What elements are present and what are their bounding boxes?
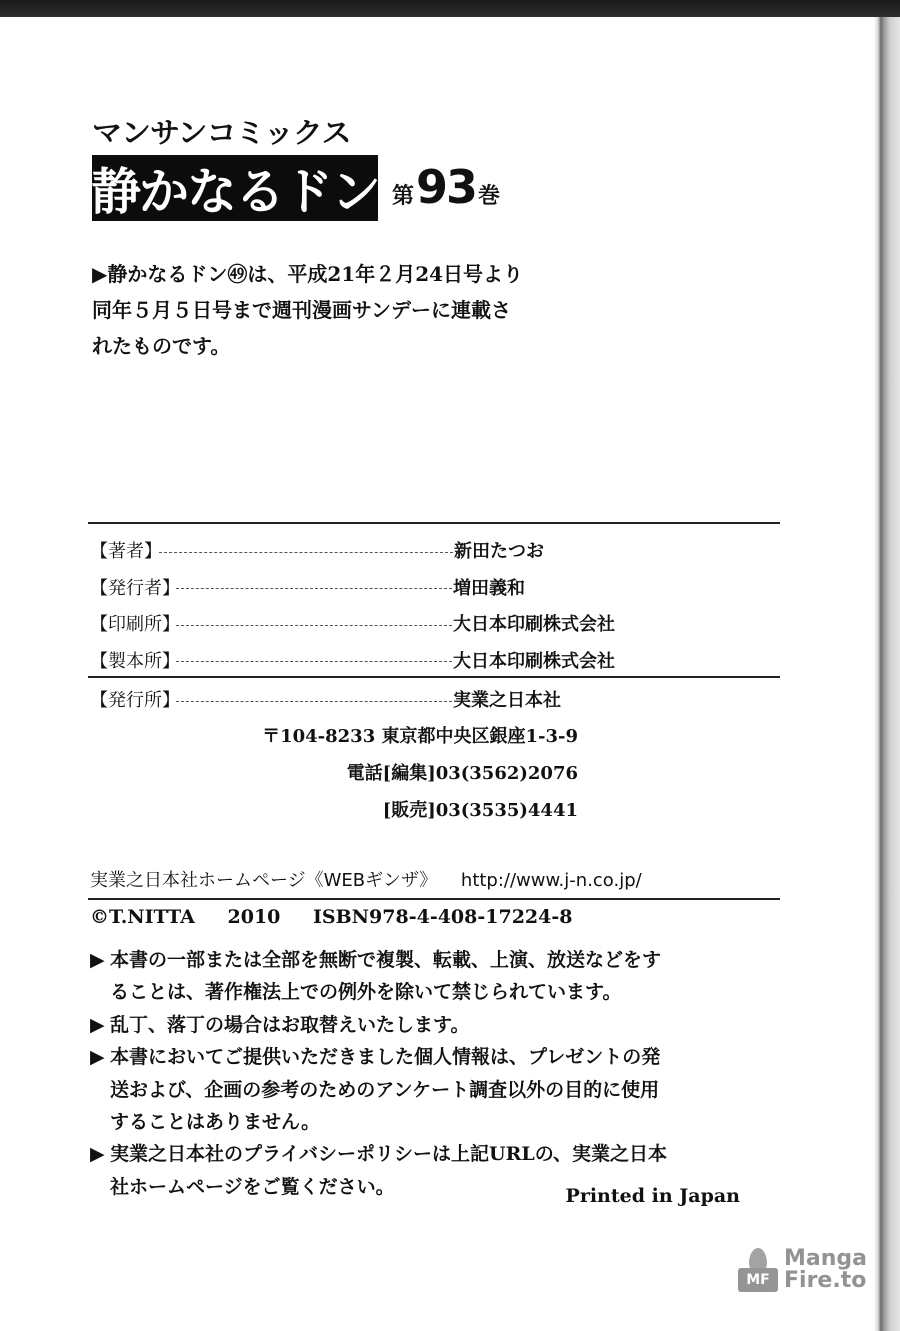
credit-row-binder xyxy=(90,642,650,679)
phone-sales: [販売]03(3535)4441 xyxy=(382,800,578,821)
notice-text: することはありません。 xyxy=(110,1111,321,1134)
flame-book-icon xyxy=(738,1248,778,1292)
credit-value: 大日本印刷株式会社 xyxy=(453,614,615,636)
credit-row-printer xyxy=(90,605,650,642)
watermark-line: Fire.to xyxy=(784,1268,867,1293)
volume-prefix: 第 xyxy=(392,184,415,209)
dotted-leader xyxy=(176,588,452,589)
triangle-bullet-icon: ▶ xyxy=(90,949,105,971)
notice-text: 本書の一部または全部を無断で複製、転載、上演、放送などをす xyxy=(110,949,662,971)
printed-in-japan: Printed in Japan xyxy=(565,1185,740,1207)
volume-number: 93 xyxy=(416,160,477,214)
credit-value: 実業之日本社 xyxy=(453,690,561,712)
triangle-bullet-icon: ▶ xyxy=(90,1013,105,1036)
notice-text: 送および、企画の参考のためのアンケート調査以外の目的に使用 xyxy=(110,1078,660,1101)
imprint-logo: マンサンコミックス xyxy=(92,116,351,150)
credits-list xyxy=(90,532,650,678)
divider xyxy=(88,676,780,678)
dotted-leader xyxy=(176,701,452,702)
volume-suffix: 巻 xyxy=(478,184,501,209)
watermark-text xyxy=(784,1248,867,1292)
publisher-address: 〒104-8233 東京都中央区銀座1-3-9 xyxy=(262,726,578,747)
notice-item xyxy=(90,1009,667,1041)
watermark-logo xyxy=(738,1248,867,1292)
scan-top-edge xyxy=(0,0,900,17)
serialization-line: ▶静かなるドン㊾は、平成21年２月24日号より xyxy=(92,262,524,286)
homepage-line xyxy=(90,866,642,892)
credit-label: 【発行者】 xyxy=(90,577,180,599)
notice-text: 社ホームページをご覧ください。 xyxy=(110,1175,395,1198)
dotted-leader xyxy=(176,625,452,626)
serialization-line: れたものです。 xyxy=(92,334,231,358)
phone-editorial: 電話[編集]03(3562)2076 xyxy=(346,763,578,784)
volume-label xyxy=(392,160,500,214)
dotted-leader xyxy=(159,552,453,553)
triangle-bullet-icon: ▶ xyxy=(90,1143,105,1166)
watermark-line: Manga xyxy=(784,1246,867,1271)
notice-text: 実業之日本社のプライバシーポリシーは上記URLの、実業之日本 xyxy=(110,1143,668,1166)
divider xyxy=(88,522,780,524)
serialization-note xyxy=(92,256,523,364)
flame-icon xyxy=(749,1248,767,1270)
notice-item xyxy=(90,944,667,1009)
dotted-leader xyxy=(176,661,452,662)
notices-list xyxy=(90,944,667,1203)
divider xyxy=(88,898,780,900)
credit-label: 【著者】 xyxy=(90,541,162,563)
credit-value: 大日本印刷株式会社 xyxy=(453,650,615,672)
series-title: 静かなるドン xyxy=(91,163,379,221)
serialization-line: 同年５月５日号まで週刊漫画サンデーに連載さ xyxy=(92,298,511,322)
homepage-url[interactable]: http://www.j-n.co.jp/ xyxy=(460,870,642,891)
triangle-bullet-icon: ▶ xyxy=(90,1046,105,1069)
notice-text: ることは、著作権法上での例外を除いて禁じられています。 xyxy=(110,981,622,1004)
credit-value: 新田たつお xyxy=(454,541,544,563)
credit-label: 【印刷所】 xyxy=(90,614,180,636)
homepage-label: 実業之日本社ホームページ《WEBギンザ》 xyxy=(90,870,438,891)
watermark-icon-text: MF xyxy=(738,1268,778,1292)
title-box xyxy=(92,155,378,221)
credit-label: 【発行所】 xyxy=(90,690,180,712)
copyright-holder: ©T.NITTA xyxy=(90,906,195,928)
credit-row-publisher-person xyxy=(90,569,650,606)
page-spine-shadow xyxy=(874,17,900,1331)
notice-text: 乱丁、落丁の場合はお取替えいたします。 xyxy=(110,1013,470,1036)
copyright-line xyxy=(90,906,596,928)
notice-item xyxy=(90,1041,667,1138)
credit-label: 【製本所】 xyxy=(90,650,180,672)
credit-value: 増田義和 xyxy=(453,577,525,599)
isbn: ISBN978-4-408-17224-8 xyxy=(313,906,573,928)
credit-row-publisher xyxy=(90,681,650,718)
publisher-block xyxy=(90,681,650,718)
copyright-year: 2010 xyxy=(227,906,281,928)
credit-row-author xyxy=(90,532,650,569)
notice-text: 本書においてご提供いただきました個人情報は、プレゼントの発 xyxy=(110,1046,661,1069)
